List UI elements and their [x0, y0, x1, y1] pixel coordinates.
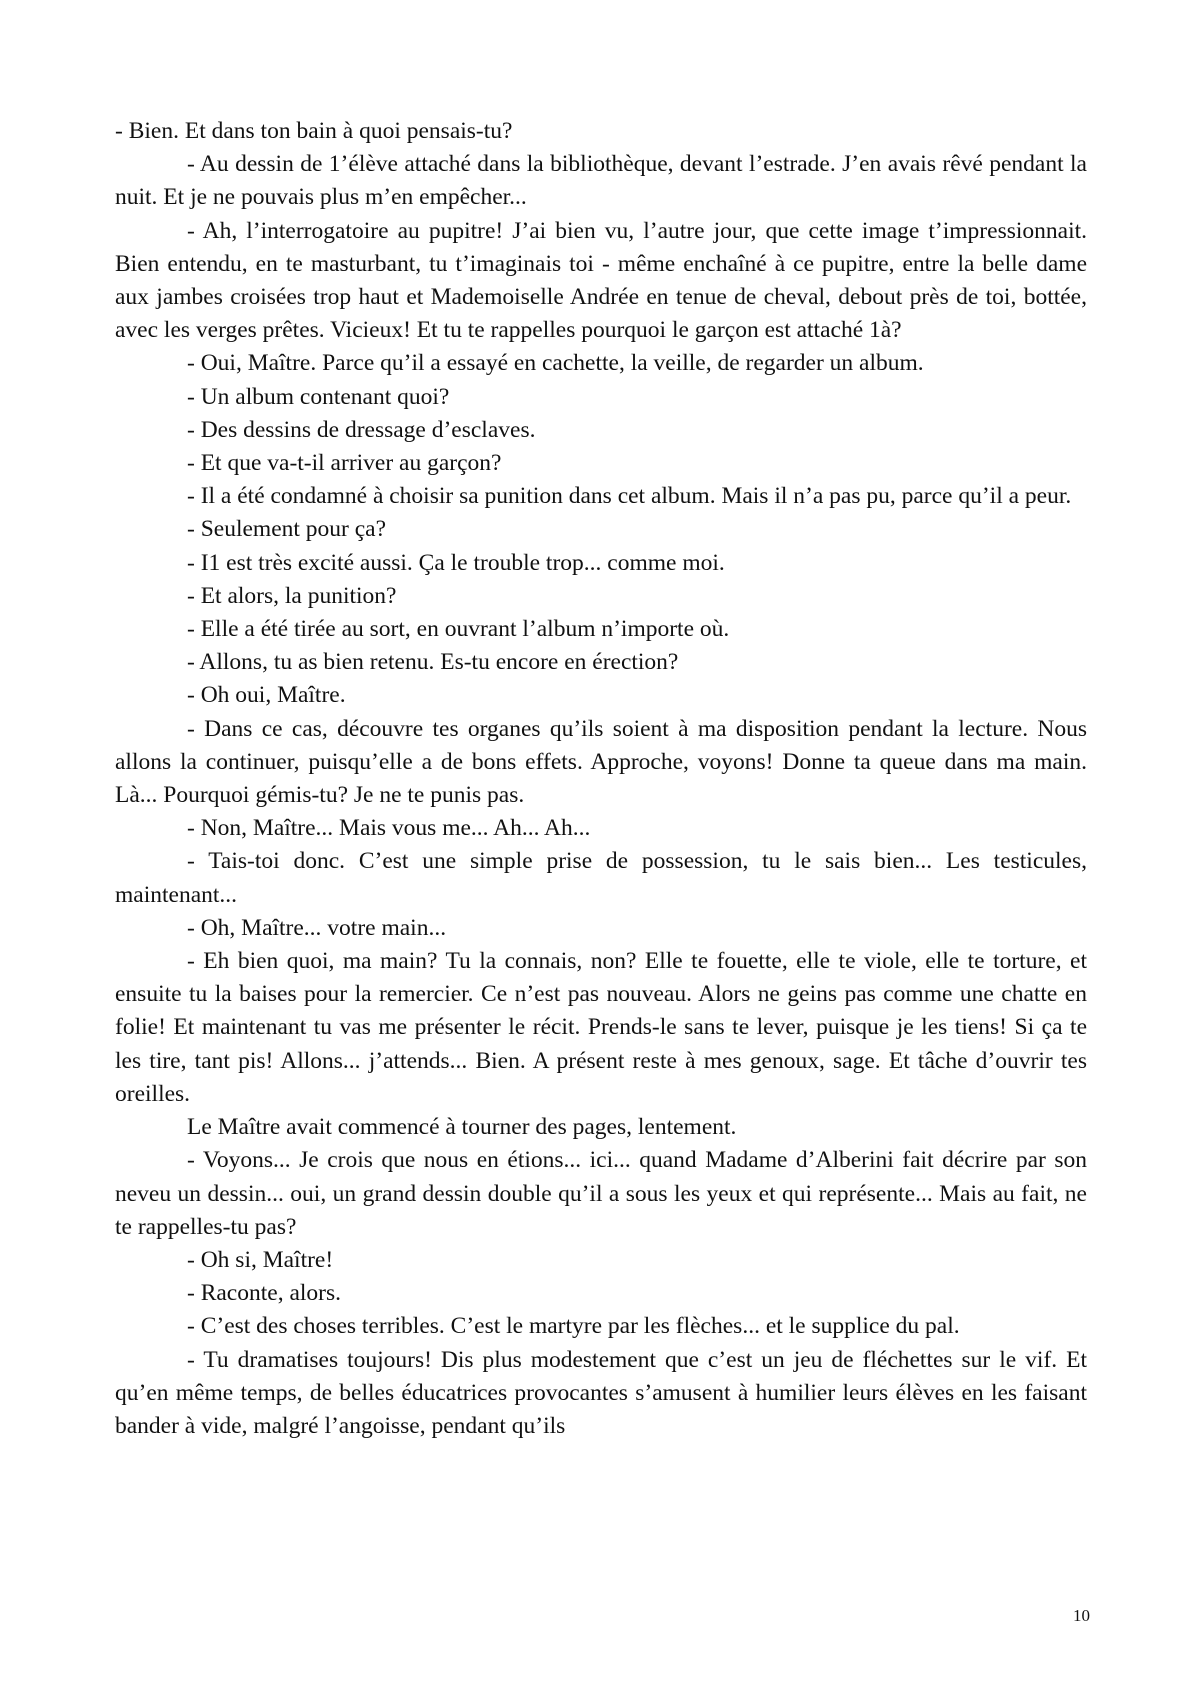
paragraph: - Ah, l’interrogatoire au pupitre! J’ai bien vu, l’autre jour, que cette image t’impressionnait. Bien entendu, en te masturbant, tu t’imaginais toi - même enchaîné à ce pupitre, entre la belle dame aux jambes croisées trop haut et Mademoiselle Andrée en tenue de cheval, debout près de toi, bottée, avec les verges prêtes. Vicieux! Et tu te rappelles pourquoi le garçon est attaché 1à? — [115, 217, 1087, 344]
paragraph: - Seulement pour ça? — [187, 516, 387, 543]
paragraph: - Oui, Maître. Parce qu’il a essayé en cachette, la veille, de regarder un album. — [187, 350, 924, 377]
paragraph: - Un album contenant quoi? — [187, 383, 450, 410]
paragraph: - Raconte, alors. — [187, 1280, 342, 1307]
page-number: 10 — [1073, 1606, 1090, 1625]
paragraph: - Tu dramatises toujours! Dis plus modestement que c’est un jeu de fléchettes sur le vif. Et qu’en même temps, de belles éducatrices provocantes s’amusent à humilier leurs élèves en les faisant bander à vide, malgré l’angoisse, pendant qu’ils — [115, 1346, 1087, 1439]
paragraph: - Eh bien quoi, ma main? Tu la connais, non? Elle te fouette, elle te viole, elle te torture, et ensuite tu la baises pour la remercier. Ce n’est pas nouveau. Alors ne geins pas comme une chatte en folie! Et maintenant tu vas me présenter le récit. Prends-le sans te lever, puisque je les tiens! Si ça te les tire, tant pis! Allons... j’attends... Bien. A présent reste à mes genoux, sage. Et tâche d’ouvrir tes oreilles. — [115, 948, 1087, 1107]
body-text — [115, 115, 1087, 1443]
paragraph: Le Maître avait commencé à tourner des pages, lentement. — [187, 1114, 737, 1141]
paragraph: - Oh, Maître... votre main... — [187, 914, 447, 941]
paragraph: - Non, Maître... Mais vous me... Ah... Ah... — [187, 815, 591, 842]
paragraph: - Il a été condamné à choisir sa punition dans cet album. Mais il n’a pas pu, parce qu’il a peur. — [187, 483, 1072, 510]
paragraph: - Oh si, Maître! — [187, 1246, 334, 1273]
paragraph: - Oh oui, Maître. — [187, 682, 346, 709]
paragraph: - Bien. Et dans ton bain à quoi pensais-tu? — [115, 118, 513, 144]
paragraph: - Elle a été tirée au sort, en ouvrant l’album n’importe où. — [187, 616, 730, 643]
paragraph: - Tais-toi donc. C’est une simple prise de possession, tu le sais bien... Les testicules, maintenant... — [115, 848, 1087, 908]
paragraph: - C’est des choses terribles. C’est le martyre par les flèches... et le supplice du pal. — [187, 1313, 960, 1340]
paragraph: - I1 est très excité aussi. Ça le trouble trop... comme moi. — [187, 549, 725, 576]
paragraph: - Allons, tu as bien retenu. Es-tu encore en érection? — [187, 649, 679, 676]
paragraph: - Et que va-t-il arriver au garçon? — [187, 450, 502, 477]
paragraph: - Au dessin de 1’élève attaché dans la bibliothèque, devant l’estrade. J’en avais rêvé pendant la nuit. Et je ne pouvais plus m’en empêcher... — [115, 151, 1087, 211]
paragraph: - Dans ce cas, découvre tes organes qu’ils soient à ma disposition pendant la lecture. Nous allons la continuer, puisqu’elle a de bons effets. Approche, voyons! Donne ta queue dans ma main. Là... Pourquoi gémis-tu? Je ne te punis pas. — [115, 715, 1087, 809]
paragraph: - Voyons... Je crois que nous en étions... ici... quand Madame d’Alberini fait décrire par son neveu un dessin... oui, un grand dessin double qu’il a sous les yeux et qui représente... Mais au fait, ne te rappelles-tu pas? — [115, 1147, 1087, 1240]
paragraph: - Des dessins de dressage d’esclaves. — [187, 416, 536, 443]
paragraph: - Et alors, la punition? — [187, 582, 397, 609]
